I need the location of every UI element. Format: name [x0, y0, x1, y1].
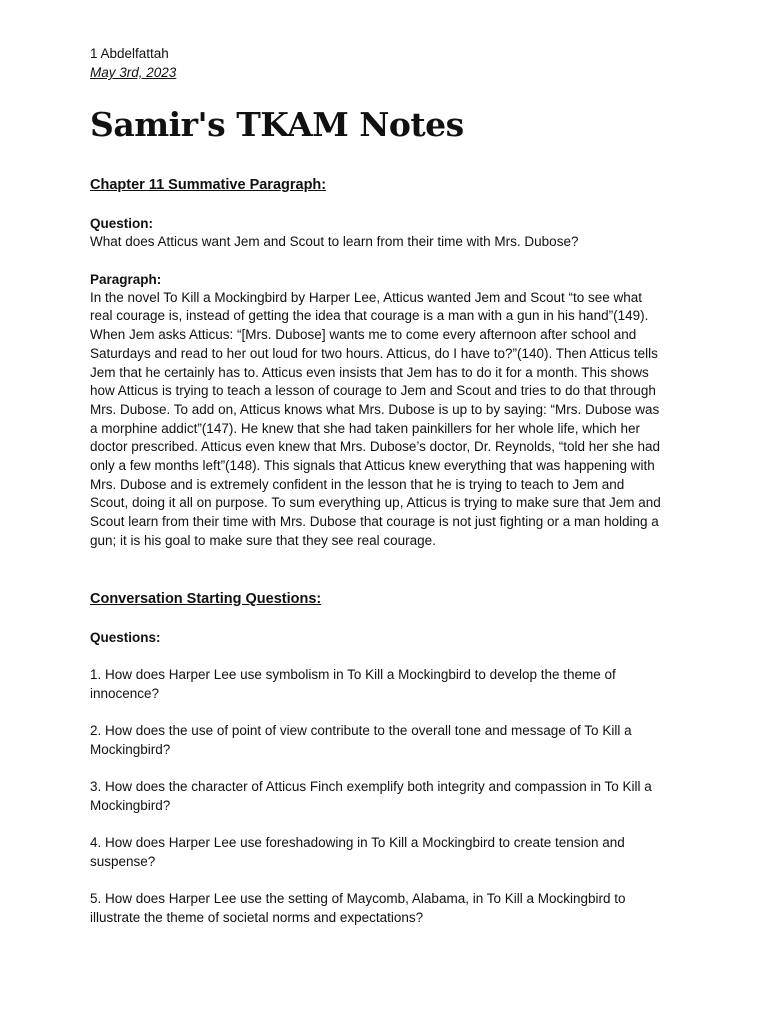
document-title: Samir's TKAM Notes — [90, 105, 464, 144]
list-item — [90, 777, 690, 815]
paragraph-line: Scout, doing it all on purpose. To sum everything up, Atticus is trying to make sure that Jem and — [90, 495, 661, 511]
paragraph-line: doctor prescribed. Atticus even knew that Mrs. Dubose’s doctor, Dr. Reynolds, “told her she had — [90, 439, 661, 455]
questions-label: Questions: — [90, 629, 161, 645]
paragraph-line: only a few months left”(148). This signals that Atticus knew everything that was happening with — [90, 458, 655, 474]
question-label: Question: — [90, 216, 153, 231]
question-line: suspense? — [90, 853, 156, 869]
paragraph-line: a morphine addict”(147). He knew that she had taken painkillers for her whole life, which her — [90, 420, 641, 436]
list-item — [90, 833, 690, 871]
chapter-11-heading: Chapter 11 Summative Paragraph: — [90, 177, 327, 193]
question-line: 5. How does Harper Lee use the setting of Maycomb, Alabama, in To Kill a Mockingbird to — [90, 890, 626, 906]
paragraph-line: Mrs. Dubose. To add on, Atticus knows what Mrs. Dubose is up to by saying: “Mrs. Dubose was — [90, 401, 660, 417]
conversation-questions-heading: Conversation Starting Questions: — [90, 590, 322, 607]
questions-list — [90, 647, 690, 927]
paragraph-line: real courage is, instead of getting the idea that courage is a man with a gun in his hand”(149). — [90, 308, 649, 324]
list-item — [90, 721, 690, 759]
document-page — [90, 44, 690, 927]
question-line: 3. How does the character of Atticus Finch exemplify both integrity and compassion in To Kill a — [90, 778, 652, 794]
question-line: illustrate the theme of societal norms and expectations? — [90, 909, 424, 925]
question-line: Mockingbird? — [90, 741, 171, 757]
question-line: 2. How does the use of point of view contribute to the overall tone and message of To Kill a — [90, 722, 632, 738]
paragraph-label: Paragraph: — [90, 271, 162, 287]
paragraph-line: When Jem asks Atticus: “[Mrs. Dubose] wants me to come every afternoon after school and — [90, 327, 637, 343]
paragraph-line: Jem that he certainly has to. Atticus even insists that Jem has to do it for a month. This shows — [90, 364, 649, 380]
question-line: 1. How does Harper Lee use symbolism in To Kill a Mockingbird to develop the theme of — [90, 666, 616, 682]
question-line: innocence? — [90, 685, 160, 701]
question-line: Mockingbird? — [90, 797, 171, 813]
paragraph-line: Mrs. Dubose and is extremely confident in the lesson that he is trying to teach to Jem and — [90, 476, 625, 492]
paragraph-line: how Atticus is trying to teach a lesson of courage to Jem and Scout and tries to do that through — [90, 383, 656, 399]
list-item — [90, 889, 690, 927]
list-item — [90, 665, 690, 703]
document-date: May 3rd, 2023 — [90, 65, 177, 80]
paragraph-line: Saturdays and read to her out loud for two hours. Atticus, do I have to?”(140). Then Atticus tells — [90, 345, 658, 361]
question-text: What does Atticus want Jem and Scout to learn from their time with Mrs. Dubose? — [90, 234, 579, 249]
paragraph-line: gun; it is his goal to make sure that they see real courage. — [90, 532, 436, 548]
summative-paragraph — [90, 289, 690, 551]
paragraph-line: Scout learn from their time with Mrs. Dubose that courage is not just fighting or a man holding a — [90, 514, 659, 530]
author-line: 1 Abdelfattah — [90, 46, 169, 61]
paragraph-line: In the novel To Kill a Mockingbird by Harper Lee, Atticus wanted Jem and Scout “to see what — [90, 289, 643, 305]
question-line: 4. How does Harper Lee use foreshadowing in To Kill a Mockingbird to create tension and — [90, 834, 625, 850]
